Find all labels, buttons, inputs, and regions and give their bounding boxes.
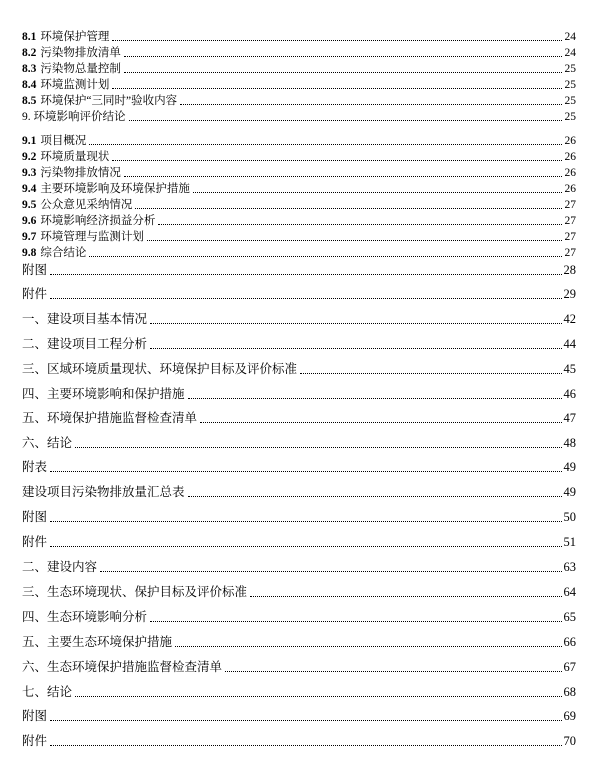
toc-entry-title: 污染物排放情况 — [40, 167, 121, 179]
toc-entry-title: 污染物总量控制 — [40, 63, 121, 75]
toc-entry[interactable] — [22, 214, 576, 228]
toc-entry[interactable] — [22, 94, 576, 108]
toc-entry-title: 附件 — [22, 535, 48, 549]
toc-entry-page-number: 68 — [563, 685, 576, 699]
dot-leader — [50, 546, 561, 547]
toc-entry-page-number: 27 — [564, 199, 576, 211]
toc-entry[interactable] — [22, 534, 576, 550]
dot-leader — [124, 72, 562, 73]
toc-entry-title: 附件 — [22, 734, 48, 748]
toc-entry-title: 附表 — [22, 460, 48, 474]
toc-entry-title: 公众意见采纳情况 — [40, 199, 133, 211]
toc-entry-page-number: 27 — [564, 231, 576, 243]
toc-entry-page-number: 70 — [563, 734, 576, 748]
toc-entry[interactable] — [22, 708, 576, 724]
toc-entry[interactable] — [22, 509, 576, 525]
dot-leader — [175, 646, 561, 647]
toc-entry-page-number: 49 — [563, 485, 576, 499]
toc-entry[interactable] — [22, 246, 576, 260]
toc-entry-number: 9.4 — [22, 183, 37, 195]
toc-entry-number: 8.4 — [22, 79, 37, 91]
toc-entry[interactable] — [22, 150, 576, 164]
toc-entry-page-number: 25 — [564, 111, 576, 123]
toc-entry-title: 建设项目污染物排放量汇总表 — [22, 485, 185, 499]
toc-entry-title: 三、区域环境质量现状、环境保护目标及评价标准 — [22, 362, 298, 376]
toc-entry-number: 9.2 — [22, 151, 37, 163]
toc-entry-title: 四、主要环境影响和保护措施 — [22, 387, 185, 401]
toc-entry-title: 三、生态环境现状、保护目标及评价标准 — [22, 585, 248, 599]
toc-entry[interactable] — [22, 659, 576, 675]
dot-leader — [188, 496, 562, 497]
toc-entry[interactable] — [22, 262, 576, 278]
toc-entry[interactable] — [22, 78, 576, 92]
toc-entry-title: 四、生态环境影响分析 — [22, 610, 148, 624]
toc-entry-title: 七、结论 — [22, 685, 73, 699]
toc-entry[interactable] — [22, 62, 576, 76]
toc-entry[interactable] — [22, 166, 576, 180]
toc-entry-page-number: 49 — [563, 460, 576, 474]
toc-entry-title: 污染物排放清单 — [40, 47, 121, 59]
toc-entry-number: 9.1 — [22, 135, 37, 147]
toc-entry-number: 9.7 — [22, 231, 37, 243]
toc-entry[interactable] — [22, 110, 576, 124]
toc-entry-page-number: 50 — [563, 510, 576, 524]
toc-entry-page-number: 42 — [563, 312, 576, 326]
toc-entry-title: 附图 — [22, 263, 48, 277]
toc-entry-page-number: 64 — [563, 585, 576, 599]
dot-leader — [193, 192, 562, 193]
dot-leader — [50, 720, 561, 721]
dot-leader — [112, 40, 562, 41]
toc-entry-title: 一、建设项目基本情况 — [22, 312, 148, 326]
toc-entry-page-number: 51 — [563, 535, 576, 549]
toc-entry-page-number: 25 — [564, 95, 576, 107]
dot-leader — [50, 745, 561, 746]
toc-entry-title: 环境保护“三同时”验收内容 — [40, 95, 178, 107]
toc-entry-title: 主要环境影响及环境保护措施 — [40, 183, 190, 195]
toc-entry-title: 二、建设项目工程分析 — [22, 337, 148, 351]
toc-entry-number: 9.6 — [22, 215, 37, 227]
dot-leader — [50, 298, 561, 299]
toc-entry-title: 9. 环境影响评价结论 — [22, 111, 126, 123]
toc-entry-page-number: 63 — [563, 560, 576, 574]
toc-entry-title: 项目概况 — [40, 135, 87, 147]
toc-entry-page-number: 66 — [563, 635, 576, 649]
toc-entry[interactable] — [22, 30, 576, 44]
toc-entry-page-number: 29 — [563, 287, 576, 301]
dot-leader — [150, 621, 561, 622]
toc-entry[interactable] — [22, 609, 576, 625]
toc-entry-title: 环境保护管理 — [40, 31, 110, 43]
dot-leader — [112, 160, 562, 161]
toc-entry[interactable] — [22, 336, 576, 352]
toc-entry[interactable] — [22, 484, 576, 500]
dot-leader — [150, 323, 561, 324]
toc-entry-page-number: 26 — [564, 135, 576, 147]
dot-leader — [147, 240, 562, 241]
toc-entry-number: 8.1 — [22, 31, 37, 43]
dot-leader — [150, 348, 561, 349]
toc-entry-page-number: 48 — [563, 436, 576, 450]
toc-entry[interactable] — [22, 311, 576, 327]
dot-leader — [180, 104, 562, 105]
dot-leader — [200, 422, 561, 423]
dot-leader — [50, 521, 561, 522]
toc-entry[interactable] — [22, 435, 576, 451]
toc-entry-page-number: 28 — [563, 263, 576, 277]
toc-entry-page-number: 27 — [564, 215, 576, 227]
dot-leader — [158, 224, 562, 225]
dot-leader — [50, 274, 561, 275]
dot-leader — [75, 696, 561, 697]
toc-entry-title: 附图 — [22, 510, 48, 524]
toc-entry-page-number: 26 — [564, 167, 576, 179]
dot-leader — [250, 596, 561, 597]
toc-entry-number: 8.3 — [22, 63, 37, 75]
toc-entry-page-number: 26 — [564, 151, 576, 163]
toc-entry[interactable] — [22, 386, 576, 402]
toc-entry-title: 五、主要生态环境保护措施 — [22, 635, 173, 649]
toc-entry-title: 环境监测计划 — [40, 79, 110, 91]
dot-leader — [89, 256, 562, 257]
toc-entry-number: 9.8 — [22, 247, 37, 259]
toc-entry-page-number: 69 — [563, 709, 576, 723]
dot-leader — [50, 471, 561, 472]
toc-entry[interactable] — [22, 459, 576, 475]
dot-leader — [135, 208, 562, 209]
dot-leader — [75, 447, 561, 448]
toc-entry[interactable] — [22, 286, 576, 302]
toc-entry-number: 9.5 — [22, 199, 37, 211]
toc-entry-page-number: 44 — [563, 337, 576, 351]
toc-entry[interactable] — [22, 361, 576, 377]
toc-entry-page-number: 24 — [564, 47, 576, 59]
toc-entry[interactable] — [22, 634, 576, 650]
toc-entry[interactable] — [22, 410, 576, 426]
toc-entry-page-number: 24 — [564, 31, 576, 43]
toc-entry-title: 环境质量现状 — [40, 151, 110, 163]
toc-entry-title: 六、生态环境保护措施监督检查清单 — [22, 660, 223, 674]
toc-entry-title: 六、结论 — [22, 436, 73, 450]
dot-leader — [188, 398, 562, 399]
dot-leader — [100, 571, 561, 572]
toc-entry[interactable] — [22, 733, 576, 749]
toc-entry-page-number: 26 — [564, 183, 576, 195]
toc-entry-page-number: 25 — [564, 63, 576, 75]
toc-entry-page-number: 47 — [563, 411, 576, 425]
toc-entry-title: 环境管理与监测计划 — [40, 231, 144, 243]
dot-leader — [129, 120, 563, 121]
toc-entry-number: 8.5 — [22, 95, 37, 107]
toc-entry-page-number: 46 — [563, 387, 576, 401]
toc-entry-title: 五、环境保护措施监督检查清单 — [22, 411, 198, 425]
toc-entry[interactable] — [22, 584, 576, 600]
toc-entry-page-number: 27 — [564, 247, 576, 259]
toc-entry-title: 综合结论 — [40, 247, 87, 259]
dot-leader — [89, 144, 562, 145]
toc-entry[interactable] — [22, 559, 576, 575]
toc-entry-title: 环境影响经济损益分析 — [40, 215, 156, 227]
toc-entry-title: 附图 — [22, 709, 48, 723]
toc-entry[interactable] — [22, 198, 576, 212]
dot-leader — [124, 56, 562, 57]
toc-entry-title: 二、建设内容 — [22, 560, 98, 574]
toc-entry-number: 9.3 — [22, 167, 37, 179]
toc-entry-page-number: 25 — [564, 79, 576, 91]
toc-entry[interactable] — [22, 684, 576, 700]
toc-entry[interactable] — [22, 134, 576, 148]
dot-leader — [112, 88, 562, 89]
toc-entry[interactable] — [22, 230, 576, 244]
toc-entry-page-number: 65 — [563, 610, 576, 624]
toc-entry[interactable] — [22, 46, 576, 60]
toc-entry[interactable] — [22, 182, 576, 196]
dot-leader — [124, 176, 562, 177]
toc-entry-title: 附件 — [22, 287, 48, 301]
dot-leader — [300, 373, 561, 374]
toc-entry-number: 8.2 — [22, 47, 37, 59]
toc-entry-page-number: 67 — [563, 660, 576, 674]
toc-entry-page-number: 45 — [563, 362, 576, 376]
dot-leader — [225, 671, 561, 672]
